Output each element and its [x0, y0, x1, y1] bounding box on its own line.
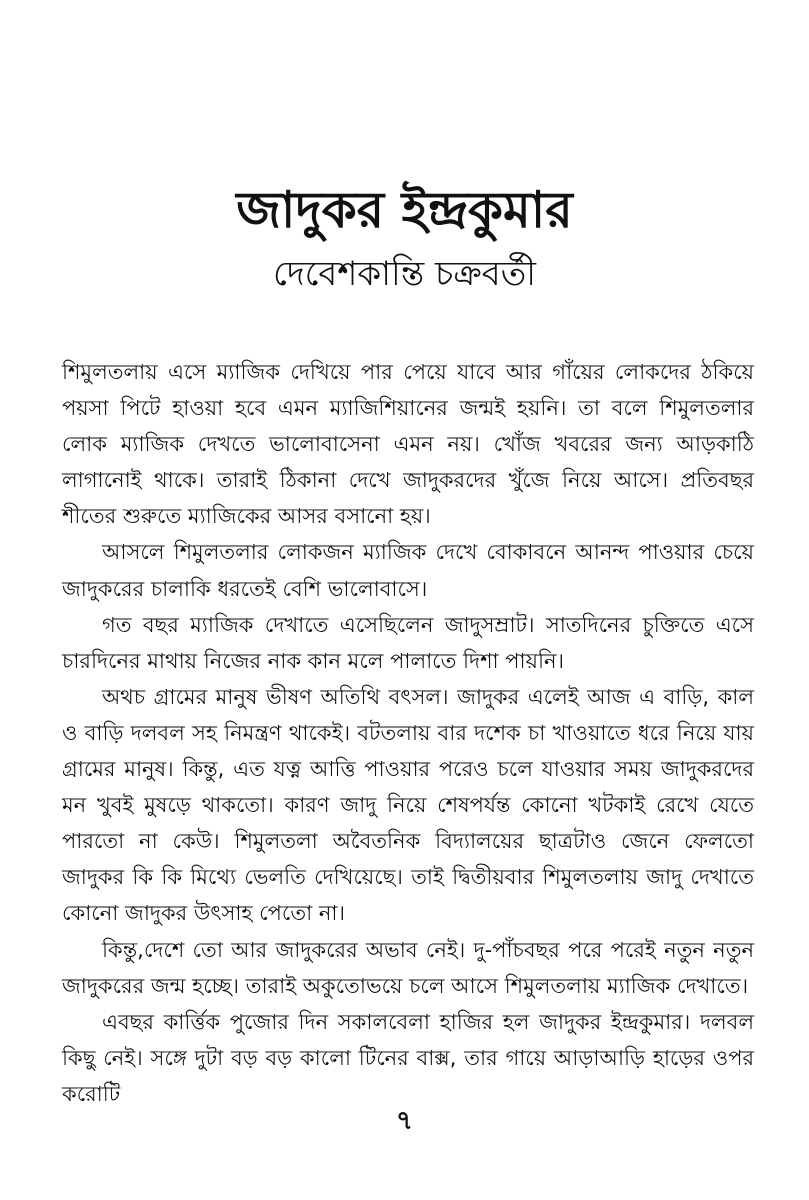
page-number: ৭ [396, 1106, 413, 1136]
paragraph: অথচ গ্রামের মানুষ ভীষণ অতিথি বৎসল। জাদুকর এলেই আজ এ বাড়ি, কাল ও বাড়ি দলবল সহ নিমন্ত্রণ থাকেই। বটতলায় বার দশেক চা খাওয়াতে ধরে নিয়ে যায় গ্রামের মানুষ। কিন্তু, এত যত্ন আত্তি পাওয়ার পরেও চলে যাওয়ার সময় জাদুকরদের মন খুবই মুষড়ে থাকতো। কারণ জাদু নিয়ে শেষপর্যন্ত কোনো খটকাই রেখে যেতে পারতো না কেউ। শিমুলতলা অবৈতনিক বিদ্যালয়ের ছাত্রটাও জেনে ফেলতো জাদুকর কি কি মিথ্যে ভেলতি দেখিয়েছে। তাই দ্বিতীয়বার শিমুলতলায় জাদু দেখাতে কোনো জাদুকর উৎসাহ পেতো না। [62, 684, 754, 926]
paragraph: শিমুলতলায় এসে ম্যাজিক দেখিয়ে পার পেয়ে যাবে আর গাঁয়ের লোকদের ঠকিয়ে পয়সা পিটে হাওয়া হবে এমন ম্যাজিশিয়ানের জন্মই হয়নি। তা বলে শিমুলতলার লোক ম্যাজিক দেখতে ভালোবাসেনা এমন নয়। খোঁজ খবরের জন্য আড়কাঠি লাগানোই থাকে। তারাই ঠিকানা দেখে জাদুকরদের খুঁজে নিয়ে আসে। প্রতিবছর শীতের শুরুতে ম্যাজিকের আসর বসানো হয়। [62, 360, 754, 529]
paragraph: গত বছর ম্যাজিক দেখাতে এসেছিলেন জাদুসম্রাট। সাতদিনের চুক্তিতে এসে চারদিনের মাথায় নিজের নাক কান মলে পালাতে দিশা পায়নি। [62, 612, 754, 673]
story-title: জাদুকর ইন্দ্রকুমার [236, 181, 573, 239]
story-body [62, 354, 754, 1112]
paragraph: আসলে শিমুলতলার লোকজন ম্যাজিক দেখে বোকাবনে আনন্দ পাওয়ার চেয়ে জাদুকরের চালাকি ধরতেই বেশি ভালোবাসে। [62, 540, 754, 601]
paragraph: কিন্তু,দেশে তো আর জাদুকরের অভাব নেই। দু-পাঁচবছর পরে পরেই নতুন নতুন জাদুকরের জন্ম হচ্ছে। তারাই অকুতোভয়ে চলে আসে শিমুলতলায় ম্যাজিক দেখাতে। [62, 937, 754, 998]
author-name: দেবেশকান্তি চক্রবর্তী [273, 254, 536, 294]
paragraph: এবছর কার্ত্তিক পুজোর দিন সকালবেলা হাজির হল জাদুকর ইন্দ্রকুমার। দলবল কিছু নেই। সঙ্গে দুটা বড় বড় কালো টিনের বাক্স, তার গায়ে আড়াআড়ি হাড়ের ওপর করোটি [62, 1009, 754, 1106]
